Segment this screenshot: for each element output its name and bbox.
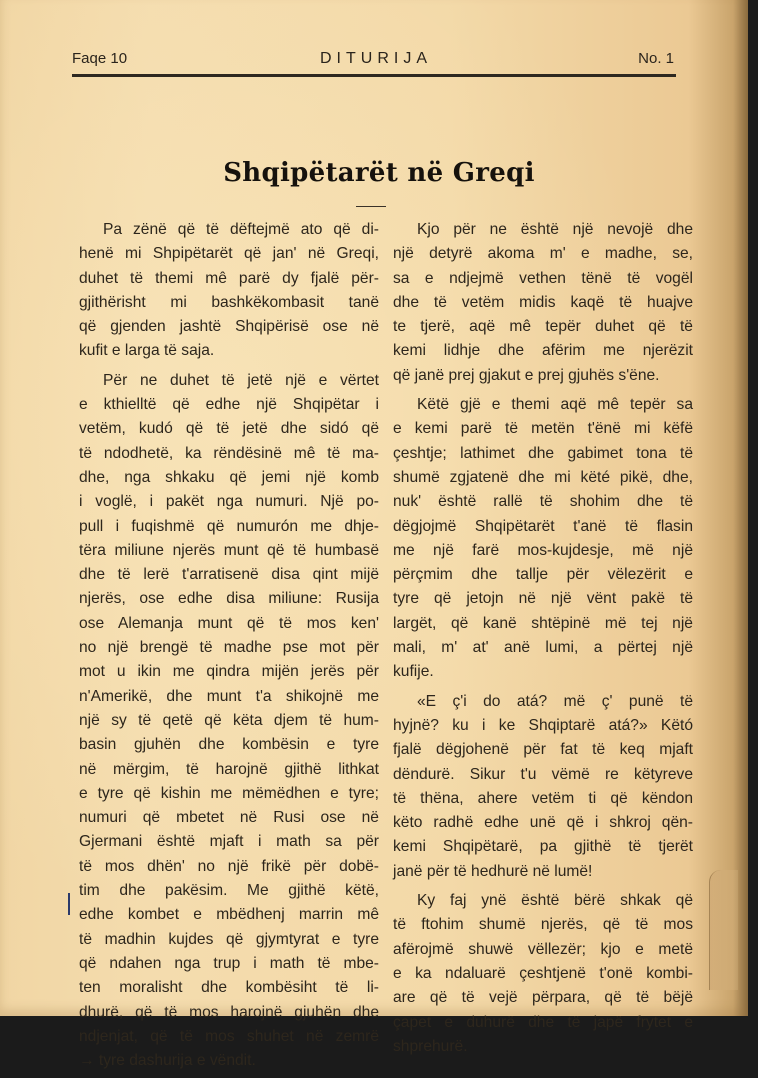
text-line: që ndahen nga trup i math të mbe-: [79, 954, 379, 972]
text-line: kufit e larga të saja.: [79, 342, 215, 360]
text-line: me një farë mos-kujdesje, më një: [393, 541, 693, 559]
text-line: tyre që jetojn në një vënt pakë të: [393, 590, 693, 608]
text-line: «E ç'i do atá? më ç' punë të: [417, 692, 693, 710]
text-line: të mos dhën' no një frikë për dobë-: [79, 857, 379, 875]
header-divider: [72, 74, 676, 77]
text-line: dëgjojmë Shqipëtarët t'anë të flasin: [393, 517, 693, 535]
paragraph: [393, 690, 693, 884]
text-line: ndjenjat, që të mos shuhet në zemrë: [79, 1027, 379, 1045]
text-line: Pa zënë që të dëftejmë ato që di-: [103, 221, 379, 238]
text-line: të ndodhetë, ka rëndësinë mê të ma-: [79, 444, 379, 462]
text-line: njerës, ose edhe disa miliune: Rusija: [79, 590, 379, 608]
text-line: te tjerë, aqë mê tepër duhet që të: [393, 318, 693, 336]
text-line: ten moralisht dhe kombësiht të li-: [79, 979, 379, 997]
text-line: e kthielltë që edhe një Shqipëtar i: [79, 396, 379, 414]
text-line: basin gjuhën dhe kombësin e tyre: [79, 736, 379, 754]
paragraph: [393, 393, 693, 685]
text-line: një detyrë akoma m' e madhe, se,: [393, 245, 693, 263]
show-through-text: [78, 82, 678, 122]
text-line: të thëna, ahere vetëm ti që këndon: [393, 789, 693, 807]
text-line: henë mi Shpipëtarët që jan' në Greqi,: [79, 245, 379, 263]
text-line: tim dhe pakësim. Me gjithë këtë,: [79, 882, 379, 900]
text-line: dhe të vetëm midis kaqë të huajve: [393, 293, 693, 311]
text-line: dhurë, që të mos harojnë gjuhën dhe: [79, 1003, 379, 1021]
text-line: → tyre dashurija e vëndit.: [79, 1052, 256, 1070]
text-line: duhet të themi mê parë dy fjalë për-: [79, 269, 379, 287]
text-line: kemi Shqipëtarë, pa gjithë të tjerët: [393, 838, 693, 856]
text-line: gjithërisht mi bashkëkombasit tanë: [79, 293, 379, 311]
right-column: [393, 218, 693, 1064]
text-line: numuri që mbetet në Rusi ose në: [79, 809, 379, 827]
text-line: shprehurë.: [393, 1037, 468, 1055]
text-line: dhe, nga shkaku që jemi një komb: [79, 468, 379, 486]
paper-tear: [709, 870, 738, 990]
text-line: edhe kombet e mbëdhenj marrin mê: [79, 906, 379, 924]
ink-mark: [68, 893, 70, 915]
publication-title: DITURIJA: [320, 50, 432, 67]
text-line: dëndurë. Sikur t'u vëmë re këtyreve: [393, 765, 693, 783]
text-line: afërojmë shuwë vëllezër; kjo e metë: [393, 940, 693, 958]
text-line: çeshtje; lathimet dhe gabimet tona të: [393, 444, 693, 462]
text-line: largët, që kanë shtëpinë më tej një: [393, 614, 693, 632]
paragraph: [393, 889, 693, 1059]
text-line: Ky faj ynë është bërë shkak që: [417, 892, 693, 910]
text-line: e kemi parë të metën t'ënë mi këfë: [393, 420, 693, 438]
text-line: këto radhë edhe unë që i shkroj qën-: [393, 814, 693, 832]
text-line: të madhin kujdes që gjymtyrat e tyre: [79, 930, 379, 948]
text-line: sa e ndjejmë vethen tënë të vogël: [393, 269, 693, 287]
text-line: no një brengë të madhe pse mot për: [79, 639, 379, 657]
text-line: Kjo për ne është një nevojë dhe: [417, 221, 693, 238]
text-line: nuk' është rallë të shohim dhe të: [393, 493, 693, 511]
text-line: një sy të qetë që këta djem të hum-: [79, 711, 379, 729]
text-line: mali, m' at' anë lumi, a përtej një: [393, 639, 693, 657]
text-line: Gjermani është mjaft i math sa për: [79, 833, 379, 851]
text-line: janë për të hedhurë në lumë!: [393, 862, 593, 880]
text-line: are që të vejë përpara, që të bëjë: [393, 989, 693, 1007]
text-line: i voglë, i pakët nga numuri. Një po-: [79, 493, 379, 511]
title-divider: [356, 206, 386, 207]
text-line: dhe të lerë t'arratisenë disa qint mijë: [79, 566, 379, 584]
text-line: të ftohim shumë njerës, që të mos: [393, 916, 693, 934]
text-line: n'Amerikë, dhe munt t'a shikojnë me: [79, 687, 379, 705]
paragraph: [79, 369, 379, 1074]
text-line: mot u ikin me qindra mijën jerës për: [79, 663, 379, 681]
page-number: Faqe 10: [72, 50, 128, 67]
text-line: që janë prej gjakut e prej gjuhës s'ëne.: [393, 366, 660, 384]
paragraph: [79, 218, 379, 364]
text-line: përçmim dhe tallje për vëlezërit e: [393, 566, 693, 584]
paragraph: [393, 218, 693, 388]
text-line: në mërgim, të harojnë gjithë lithkat: [79, 760, 379, 778]
text-line: vetëm, kudó që të jetë dhe sidó që: [79, 420, 379, 438]
issue-number: No. 1: [638, 50, 674, 67]
text-line: çapet e duhurë dhe të japë frytet e: [393, 1013, 693, 1031]
text-line: kemi lidhje dhe afërim me njerëzit: [393, 342, 693, 360]
text-line: e ka ndaluarë çeshtjenë t'onë kombi-: [393, 964, 693, 982]
text-line: fjalë dëgjohenë për fat të keq mjaft: [393, 741, 693, 759]
text-line: pull i fuqishmë që numurón me dhje-: [79, 517, 379, 535]
text-line: Për ne duhet të jetë një e vërtet: [103, 371, 379, 389]
article-title: Shqipëtarët në Greqi: [223, 158, 535, 188]
left-column: [79, 218, 379, 1078]
text-line: e tyre që kishin me mëmëdhen e tyre;: [79, 784, 379, 802]
text-line: Këtë gjë e themi aqë mê tepër sa: [417, 396, 693, 414]
text-line: kufije.: [393, 663, 434, 681]
text-line: që gjenden jashtë Shqipërisë ose në: [79, 318, 379, 336]
page-header: [72, 50, 680, 72]
text-line: hyjnë? ku i ke Shqiptarë atá?» Këtó: [393, 716, 693, 734]
text-line: tëra miliune njerës munt që të humbasë: [79, 541, 379, 559]
text-line: ose Alemanja munt që të mos ken': [79, 614, 379, 632]
text-line: shumë zgjatenë dhe mi këté pikë, dhe,: [393, 468, 693, 486]
